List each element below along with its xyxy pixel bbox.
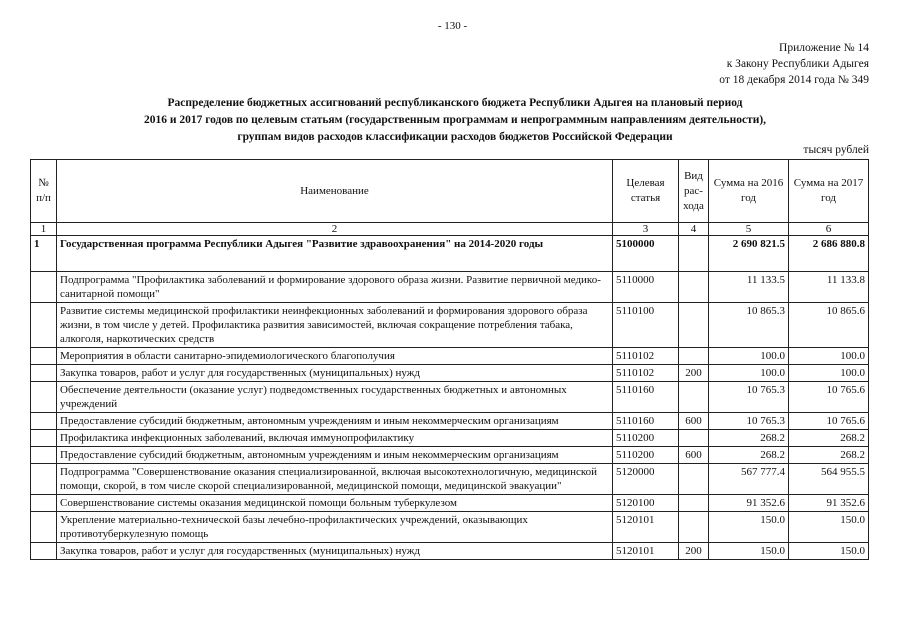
row-num	[31, 495, 57, 512]
row-sum-2016: 10 765.3	[709, 413, 789, 430]
row-target: 5120101	[613, 543, 679, 560]
row-vid: 200	[679, 365, 709, 382]
column-number: 4	[679, 223, 709, 236]
row-sum-2016: 10 865.3	[709, 303, 789, 348]
row-num	[31, 348, 57, 365]
row-name: Закупка товаров, работ и услуг для государственных (муниципальных) нужд	[57, 543, 613, 560]
row-target: 5120100	[613, 495, 679, 512]
row-num	[31, 430, 57, 447]
row-sum-2017: 2 686 880.8	[789, 236, 869, 272]
page-number: - 130 -	[437, 20, 468, 32]
row-sum-2016: 100.0	[709, 365, 789, 382]
row-num	[31, 382, 57, 413]
row-sum-2017: 150.0	[789, 543, 869, 560]
row-sum-2017: 268.2	[789, 430, 869, 447]
table-row	[31, 464, 869, 495]
row-sum-2016: 2 690 821.5	[709, 236, 789, 272]
row-target: 5110160	[613, 413, 679, 430]
row-sum-2016: 150.0	[709, 543, 789, 560]
row-sum-2017: 100.0	[789, 365, 869, 382]
row-num	[31, 303, 57, 348]
row-num	[31, 512, 57, 543]
header-sum-2017: Сумма на 2017 год	[789, 160, 869, 223]
column-number: 2	[57, 223, 613, 236]
row-sum-2016: 268.2	[709, 430, 789, 447]
row-name: Предоставление субсидий бюджетным, автономным учреждениям и иным некоммерческим организациям	[57, 447, 613, 464]
table-row	[31, 272, 869, 303]
row-sum-2017: 100.0	[789, 348, 869, 365]
row-sum-2016: 268.2	[709, 447, 789, 464]
row-target: 5110200	[613, 430, 679, 447]
row-vid: 200	[679, 543, 709, 560]
row-num	[31, 272, 57, 303]
row-sum-2017: 91 352.6	[789, 495, 869, 512]
row-vid	[679, 495, 709, 512]
row-name: Подпрограмма "Профилактика заболеваний и формирование здорового образа жизни. Развитие первичной медико-санитарной помощи"	[57, 272, 613, 303]
row-name: Мероприятия в области санитарно-эпидемиологического благополучия	[57, 348, 613, 365]
row-name: Подпрограмма "Совершенствование оказания специализированной, включая высокотехнологичную, медицинской помощи, скорой, в том числе скорой специализированной, медицинской помощи, медицинской эвакуации"	[57, 464, 613, 495]
table-row	[31, 543, 869, 560]
row-vid	[679, 272, 709, 303]
row-vid	[679, 430, 709, 447]
row-num: 1	[31, 236, 57, 272]
row-target: 5110160	[613, 382, 679, 413]
table-row	[31, 430, 869, 447]
column-number: 3	[613, 223, 679, 236]
header-target: Целевая статья	[613, 160, 679, 223]
table-row	[31, 236, 869, 272]
row-sum-2017: 150.0	[789, 512, 869, 543]
table-row	[31, 512, 869, 543]
row-num	[31, 447, 57, 464]
row-target: 5110200	[613, 447, 679, 464]
appendix-line: Приложение № 14	[779, 42, 869, 54]
row-name: Предоставление субсидий бюджетным, автономным учреждениям и иным некоммерческим организациям	[57, 413, 613, 430]
row-target: 5110100	[613, 303, 679, 348]
units-label: тысяч рублей	[803, 144, 869, 156]
row-vid	[679, 348, 709, 365]
table-row	[31, 413, 869, 430]
appendix-line: от 18 декабря 2014 года № 349	[719, 74, 869, 86]
row-sum-2017: 268.2	[789, 447, 869, 464]
row-name: Развитие системы медицинской профилактики неинфекционных заболеваний и формирования здорового образа жизни, в том числе у детей. Профилактика развития зависимостей, включая сокращение потребления табака, алкоголя, наркотических средств	[57, 303, 613, 348]
row-sum-2016: 91 352.6	[709, 495, 789, 512]
row-target: 5120000	[613, 464, 679, 495]
row-name: Закупка товаров, работ и услуг для государственных (муниципальных) нужд	[57, 365, 613, 382]
table-row	[31, 447, 869, 464]
row-target: 5120101	[613, 512, 679, 543]
row-num	[31, 365, 57, 382]
row-target: 5110000	[613, 272, 679, 303]
row-num	[31, 464, 57, 495]
row-sum-2017: 564 955.5	[789, 464, 869, 495]
row-sum-2017: 10 765.6	[789, 413, 869, 430]
table-row	[31, 365, 869, 382]
table-body	[31, 236, 869, 560]
column-number: 5	[709, 223, 789, 236]
row-vid	[679, 303, 709, 348]
row-sum-2016: 11 133.5	[709, 272, 789, 303]
row-vid: 600	[679, 413, 709, 430]
column-numbers-row	[31, 223, 869, 236]
row-name: Укрепление материально-технической базы лечебно-профилактических учреждений, оказывающих противотуберкулезную помощь	[57, 512, 613, 543]
row-name: Обеспечение деятельности (оказание услуг) подведомственных государственных бюджетных и автономных учреждений	[57, 382, 613, 413]
row-vid	[679, 512, 709, 543]
table-row	[31, 495, 869, 512]
appendix-block	[719, 40, 869, 88]
table-row	[31, 382, 869, 413]
title-line: группам видов расходов классификации расходов бюджетов Российской Федерации	[237, 131, 673, 143]
row-sum-2017: 10 765.6	[789, 382, 869, 413]
header-sum-2016: Сумма на 2016 год	[709, 160, 789, 223]
table-header	[31, 160, 869, 236]
row-sum-2016: 100.0	[709, 348, 789, 365]
row-sum-2016: 10 765.3	[709, 382, 789, 413]
header-num: № п/п	[31, 160, 57, 223]
row-sum-2017: 10 865.6	[789, 303, 869, 348]
column-number: 1	[31, 223, 57, 236]
title-line: Распределение бюджетных ассигнований республиканского бюджета Республики Адыгея на плановый период	[167, 97, 743, 109]
budget-table	[30, 159, 869, 560]
column-number: 6	[789, 223, 869, 236]
title-line: 2016 и 2017 годов по целевым статьям (государственным программам и непрограммным направлениям деятельности),	[143, 114, 767, 126]
row-name: Профилактика инфекционных заболеваний, включая иммунопрофилактику	[57, 430, 613, 447]
row-sum-2016: 150.0	[709, 512, 789, 543]
row-name: Совершенствование системы оказания медицинской помощи больным туберкулезом	[57, 495, 613, 512]
row-target: 5110102	[613, 365, 679, 382]
row-num	[31, 413, 57, 430]
header-name: Наименование	[57, 160, 613, 223]
row-vid	[679, 236, 709, 272]
table-row	[31, 348, 869, 365]
row-target: 5110102	[613, 348, 679, 365]
row-target: 5100000	[613, 236, 679, 272]
row-name: Государственная программа Республики Адыгея "Развитие здравоохранения" на 2014-2020 годы	[57, 236, 613, 272]
row-sum-2017: 11 133.8	[789, 272, 869, 303]
row-vid	[679, 382, 709, 413]
row-vid	[679, 464, 709, 495]
row-vid: 600	[679, 447, 709, 464]
table-row	[31, 303, 869, 348]
row-sum-2016: 567 777.4	[709, 464, 789, 495]
document-title	[60, 95, 850, 146]
row-num	[31, 543, 57, 560]
header-vid: Вид рас-хода	[679, 160, 709, 223]
appendix-line: к Закону Республики Адыгея	[726, 58, 869, 70]
